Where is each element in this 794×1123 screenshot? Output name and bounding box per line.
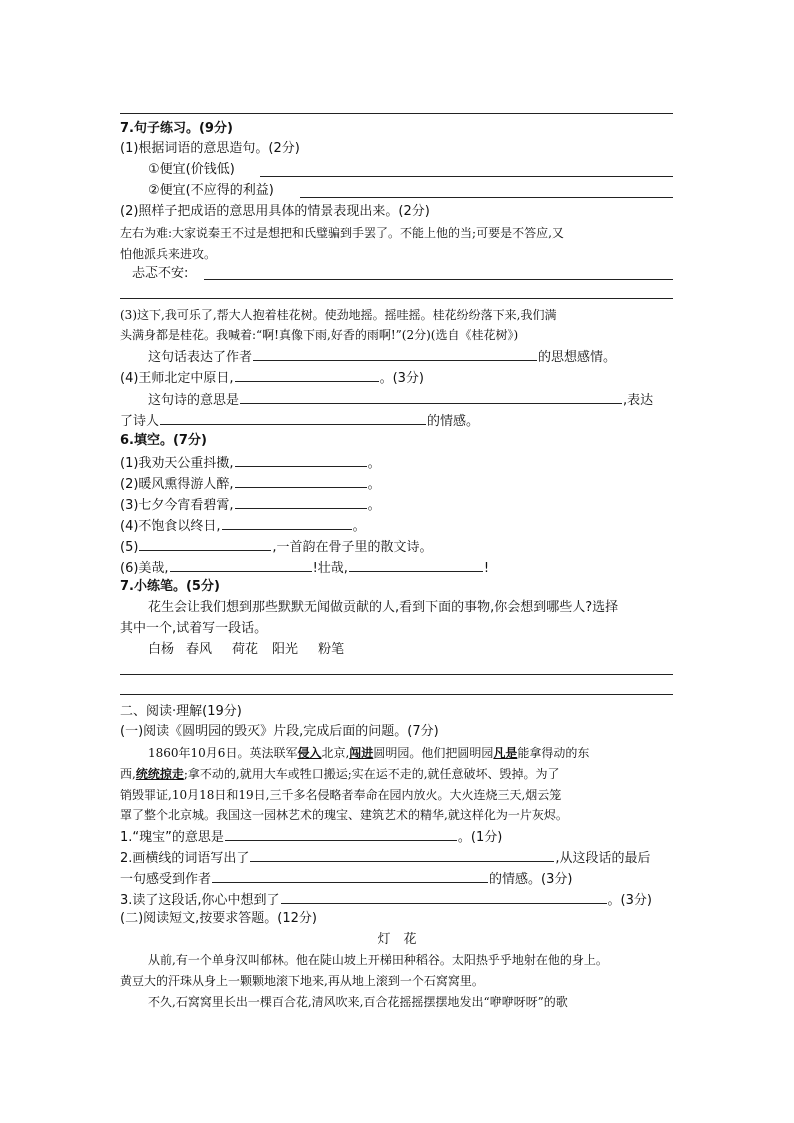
- part2-q3: [120, 890, 652, 910]
- q7-part1-b-label: ②便宜(不应得的利益): [148, 183, 274, 198]
- q7b-word-4: 阳光: [272, 642, 299, 657]
- q6-item-6-blank-2[interactable]: [349, 558, 483, 572]
- q7-part4-feeling: [120, 411, 479, 431]
- q6-item-3-blank[interactable]: [235, 495, 367, 509]
- part2-q2-line2: [120, 869, 572, 889]
- q7b-answer-line-2[interactable]: [120, 694, 673, 695]
- q7-part4-feeling-pre: 了诗人: [120, 414, 160, 429]
- q7b-answer-line-1[interactable]: [120, 674, 673, 675]
- q7-part2-answer-line-2[interactable]: [120, 298, 673, 299]
- part2-q2-l2-post: 的情感。(3分): [489, 872, 573, 887]
- q7-part4-meaning-pre: 这句诗的意思是: [148, 393, 240, 408]
- q7-part4-meaning: [148, 390, 653, 410]
- story-line-1: 从前,有一个单身汉叫郁林。他在陡山坡上开梯田种稻谷。太阳热乎乎地射在他的身上。: [148, 953, 608, 967]
- part2-q2-l2-pre: 一句感受到作者: [120, 872, 212, 887]
- q7-part3-line-2: 头满身都是桂花。我喊着:“啊!真像下雨,好香的雨啊!”(2分)(选自《桂花树》): [120, 328, 519, 342]
- q6-item-1-period: 。: [367, 456, 381, 471]
- passage-line-1: [148, 744, 589, 762]
- passage-l1-e: 圆明园。他们把圆明园: [373, 746, 494, 760]
- story-title: 灯 花: [377, 932, 417, 947]
- part2-q1-blank[interactable]: [225, 827, 457, 841]
- part2-q3-pre: 3.读了这段话,你心中想到了: [120, 893, 280, 908]
- q7b-text-1: 花生会让我们想到那些默默无闻做贡献的人,看到下面的事物,你会想到哪些人?选择: [148, 600, 619, 615]
- passage-l1-a: 1860年10月6日。英法联军: [148, 746, 298, 760]
- q6-item-2-blank[interactable]: [235, 474, 367, 488]
- q6-item-1: [120, 453, 381, 473]
- part2-q1-post: 。(1分): [457, 830, 503, 845]
- q6-item-4: [120, 516, 366, 536]
- q7-part4-blank[interactable]: [235, 368, 379, 382]
- part2-q3-post: 。(3分): [607, 893, 652, 908]
- passage-line-3: 销毁罪证,10月18日和19日,三千多名侵略者奉命在园内放火。大火连烧三天,烟云笼: [120, 788, 562, 802]
- q7-part1-a-label: ①便宜(价钱低): [148, 162, 235, 177]
- q7-part3-ask: [148, 347, 616, 367]
- q7-part4: [120, 368, 424, 388]
- q6-item-5-post: ,一首韵在骨子里的散文诗。: [272, 540, 433, 555]
- story-line-2: 黄豆大的汗珠从身上一颗颗地滚下地来,再从地上滚到一个石窝窝里。: [120, 974, 484, 988]
- q6-item-6-blank-1[interactable]: [170, 558, 312, 572]
- q7-part3-line-1: (3)这下,我可乐了,帮大人抱着桂花树。使劲地摇。摇哇摇。桂花纷纷落下来,我们满: [120, 308, 557, 322]
- q7-part2-example-2: 怕他派兵来进攻。: [120, 247, 217, 261]
- q6-item-4-text: (4)不饱食以终日,: [120, 519, 221, 534]
- q6-item-4-blank[interactable]: [222, 516, 352, 530]
- q7b-word-3: 荷花: [232, 642, 259, 657]
- part2-section2-title: (二)阅读短文,按要求答题。(12分): [120, 911, 317, 926]
- q6-item-5: [120, 537, 433, 557]
- q6-item-3: [120, 495, 381, 515]
- q7-part4-pre: (4)王师北定中原日,: [120, 371, 234, 386]
- q6-item-1-blank[interactable]: [235, 453, 367, 467]
- passage-underlined-chuangjin: 闯进: [349, 746, 374, 760]
- part2-q2-blank[interactable]: [250, 848, 554, 862]
- passage-line-2: [120, 765, 560, 783]
- q6-item-3-text: (3)七夕今宵看碧霄,: [120, 498, 234, 513]
- q7-part1-b-answer-line[interactable]: [300, 197, 673, 198]
- q7b-word-1: 白杨: [148, 642, 175, 657]
- q7-part4-feeling-blank[interactable]: [160, 411, 426, 425]
- q6-item-6-end: !: [483, 561, 490, 576]
- part2-section1-title: (一)阅读《圆明园的毁灭》片段,完成后面的问题。(7分): [120, 724, 439, 739]
- part2-q2: [120, 848, 651, 868]
- q7b-title: 7.小练笔。(5分): [120, 579, 220, 594]
- part2-q1: [120, 827, 502, 847]
- q7b-text-2: 其中一个,试着写一段话。: [120, 621, 268, 636]
- q7-title: 7.句子练习。(9分): [120, 121, 233, 136]
- q6-item-1-text: (1)我劝天公重抖擞,: [120, 456, 234, 471]
- passage-underlined-tongtonglvezou: 统统掠走: [135, 767, 184, 781]
- q6-item-3-period: 。: [367, 498, 381, 513]
- passage-underlined-qinru: 侵入: [297, 746, 322, 760]
- q6-item-2-text: (2)暖风熏得游人醉,: [120, 477, 234, 492]
- q7-part2-title: (2)照样子把成语的意思用具体的情景表现出来。(2分): [120, 204, 430, 219]
- story-line-3: 不久,石窝窝里长出一棵百合花,清风吹来,百合花摇摇摆摆地发出“咿咿呀呀”的歌: [148, 995, 568, 1009]
- q7-part4-feeling-post: 的情感。: [427, 414, 480, 429]
- passage-l1-c: 北京,: [321, 746, 350, 760]
- passage-l2-a: 西,: [120, 767, 136, 781]
- q7-part4-meaning-blank[interactable]: [240, 390, 622, 404]
- q7-part4-meaning-post: ,表达: [623, 393, 654, 408]
- part2-q2-l2-blank[interactable]: [212, 869, 488, 883]
- part2-q3-blank[interactable]: [281, 890, 607, 904]
- q7b-word-2: 春风: [186, 642, 213, 657]
- part2-q1-pre: 1.“瑰宝”的意思是: [120, 830, 224, 845]
- q7-part1-b: [148, 182, 274, 200]
- q7-part2-answer-line-1[interactable]: [204, 279, 673, 280]
- passage-l2-c: ;拿不动的,就用大车或牲口搬运;实在运不走的,就任意破坏、毁掉。为了: [183, 767, 560, 781]
- q6-item-2-period: 。: [367, 477, 381, 492]
- q6-item-4-period: 。: [352, 519, 366, 534]
- q6-item-6-pre: (6)美哉,: [120, 561, 169, 576]
- q6-item-5-pre: (5): [120, 540, 139, 555]
- q6-title: 6.填空。(7分): [120, 433, 207, 448]
- q7-part1-title: (1)根据词语的意思造句。(2分): [120, 141, 300, 156]
- q7-part2-prompt: 忐忑不安:: [132, 266, 189, 281]
- q7-part2-example-1: 左右为难:大家说秦王不过是想把和氏璧骗到手罢了。不能上他的当;可要是不答应,又: [120, 226, 564, 240]
- passage-underlined-fanshi: 凡是: [493, 746, 518, 760]
- q7-part1-a-answer-line[interactable]: [260, 176, 673, 177]
- q7-part1-a: [148, 161, 235, 179]
- q7-part3-ask-post: 的思想感情。: [538, 350, 617, 365]
- passage-line-4: 罩了整个北京城。我国这一园林艺术的瑰宝、建筑艺术的精华,就这样化为一片灰烬。: [120, 808, 568, 822]
- top-rule: [120, 113, 673, 114]
- part2-q2-post: ,从这段话的最后: [555, 851, 651, 866]
- q7b-word-5: 粉笔: [318, 642, 345, 657]
- part2-title: 二、阅读·理解(19分): [120, 704, 242, 719]
- q6-item-6: [120, 558, 489, 578]
- q7b-word-list: [148, 641, 344, 659]
- passage-l1-g: 能拿得动的东: [517, 746, 590, 760]
- q7-part4-post: 。(3分): [379, 371, 424, 386]
- q6-item-2: [120, 474, 381, 494]
- part2-q2-pre: 2.画横线的词语写出了: [120, 851, 250, 866]
- q6-item-6-mid: !壮哉,: [312, 561, 348, 576]
- q7-part3-ask-pre: 这句话表达了作者: [148, 350, 253, 365]
- q6-item-5-blank[interactable]: [139, 537, 271, 551]
- q7-part3-blank[interactable]: [253, 347, 537, 361]
